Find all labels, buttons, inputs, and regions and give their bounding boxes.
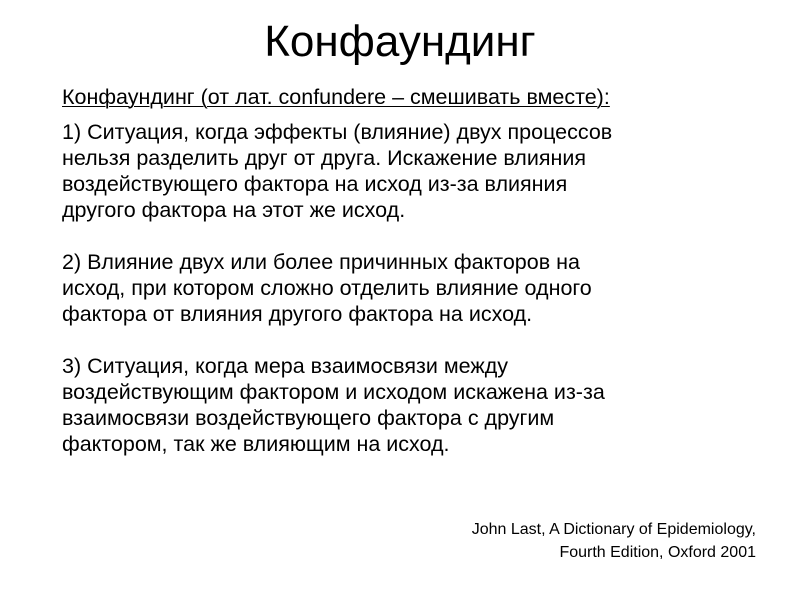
citation-line-2: Fourth Edition, Oxford 2001 [559,544,756,561]
slide-title: Конфаундинг [264,17,536,66]
definition-item-1: 1) Ситуация, когда эффекты (влияние) двух процессов нельзя разделить друг от друга. Искажение влияния воздействующего фактора на исход из-за влияния другого фактора на этот же исход. [62,120,613,222]
definition-item-2: 2) Влияние двух или более причинных факторов на исход, при котором сложно отделить влияние одного фактора от влияния другого фактора на исход. [62,250,592,326]
definition-heading: Конфаундинг (от лат. confundere – смешивать вместе): [62,85,610,109]
slide-body [62,84,762,483]
citation [472,518,756,564]
citation-line-1: John Last, A Dictionary of Epidemiology, [471,521,756,538]
definition-item-3: 3) Ситуация, когда мера взаимосвязи между воздействующим фактором и исходом искажена из-за взаимосвязи воздействующего фактора с другим фактором, так же влияющим на исход. [62,354,605,456]
